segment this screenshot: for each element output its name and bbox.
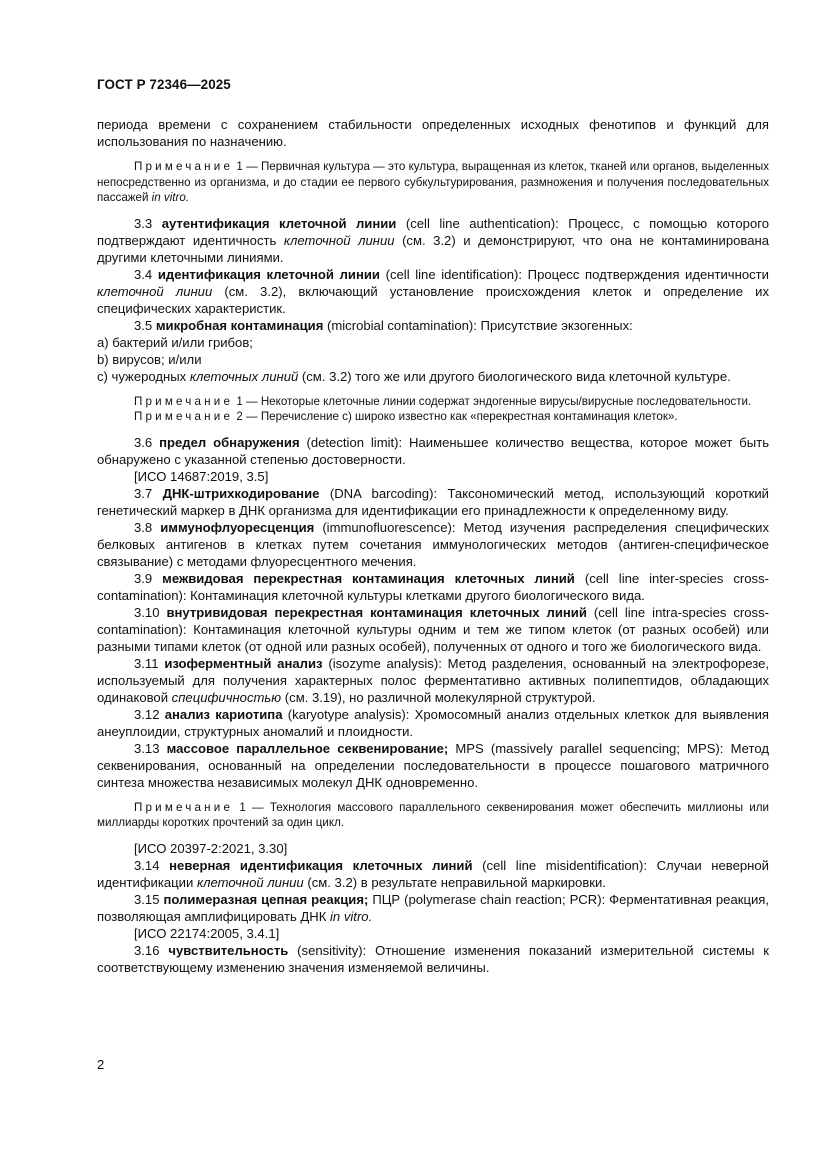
definition-3-13: 3.13 массовое параллельное секвенирование; MPS (massively parallel sequencing; MPS): Метод секвенирования, основанный на определении последовательности в процессе пошагового матричного синтеза множества независимых молекул ДНК одновременно.: [97, 740, 769, 790]
page-number: 2: [97, 1057, 105, 1072]
list-item-b: b) вирусов; и/или: [97, 351, 202, 367]
definition-3-11: 3.11 изоферментный анализ (isozyme analysis): Метод разделения, основанный на электрофорезе, используемый для получения характерных полос ферментативно активных полипептидов, обладающих одинаковой специфичностью (см. 3.19), но различной молекулярной структурой.: [97, 655, 770, 705]
note-3-5-1: Примечание 1 — Некоторые клеточные линии содержат эндогенные вирусы/вирусные последовательности.: [134, 394, 752, 408]
definition-3-4: 3.4 идентификация клеточной линии (cell line identification): Процесс подтверждения идентичности клеточной линии (см. 3.2), включающий установление происхождения клеток и определение их специфических характеристик.: [97, 266, 770, 316]
note-3-5-2: Примечание 2 — Перечисление c) широко известно как «перекрестная контаминация клеток».: [134, 410, 678, 423]
definition-3-8: 3.8 иммунофлуоресценция (immunofluorescence): Метод изучения распределения специфических белковых антигенов в клетках путем сочетания иммунологических методов (антиген-специфическое связывание) с методами флуоресцентного мечения.: [97, 519, 770, 569]
note-primary-culture: Примечание 1 — Первичная культура — это культура, выращенная из клеток, тканей или органов, выделенных непосредственно из организма, и до стадии ее первого субкультурирования, размножения и получения последовательных пассажей in vitro.: [97, 160, 769, 204]
reference-3-13: [ИСО 20397-2:2021, 3.30]: [134, 840, 288, 856]
reference-3-15: [ИСО 22174:2005, 3.4.1]: [134, 925, 280, 941]
definition-3-6: 3.6 предел обнаружения (detection limit): Наименьшее количество вещества, которое может быть обнаружено с указанной степенью достоверности.: [97, 434, 770, 467]
definition-3-5: 3.5 микробная контаминация (microbial contamination): Присутствие экзогенных:: [134, 317, 633, 333]
definition-3-3: 3.3 аутентификация клеточной линии (cell line authentication): Процесс, с помощью которого подтверждают идентичность клеточной линии (см. 3.2) и демонстрируют, что она не контаминирована другими клеточными линиями.: [97, 215, 770, 265]
definition-3-7: 3.7 ДНК-штрихкодирование (DNA barcoding): Таксономический метод, использующий короткий генетический маркер в ДНК организма для идентификации его принадлежности к определенному виду.: [97, 485, 769, 518]
definition-3-15: 3.15 полимеразная цепная реакция; ПЦР (polymerase chain reaction; PCR): Ферментативная реакция, позволяющая амплифицировать ДНК in vitro.: [97, 891, 770, 924]
definition-3-14: 3.14 неверная идентификация клеточных линий (cell line misidentification): Случаи неверной идентификации клеточной линии (см. 3.2) в результате неправильной маркировки.: [97, 857, 769, 890]
document-page: [97, 77, 769, 976]
list-item-a: a) бактерий и/или грибов;: [97, 334, 253, 350]
definition-3-9: 3.9 межвидовая перекрестная контаминация клеточных линий (cell line inter-species cross-contamination): Контаминация клеточной культуры клетками другого биологического вида.: [97, 570, 769, 603]
definition-3-16: 3.16 чувствительность (sensitivity): Отношение изменения показаний измерительной системы к соответствующему изменению значения изменяемой величины.: [97, 942, 769, 975]
definition-3-10: 3.10 внутривидовая перекрестная контаминация клеточных линий (cell line intra-species cross-contamination): Контаминация клеточной культуры одним и тем же типом клеток (от разных особей) или разными типами клеток (от одной или разных особей), полученных от одного и того же биологического вида.: [97, 604, 769, 654]
intro-paragraph: периода времени с сохранением стабильности определенных исходных фенотипов и функций для использования по назначению.: [97, 117, 769, 149]
note-3-13-1: Примечание 1 — Технология массового параллельного секвенирования может обеспечить миллионы или миллиарды коротких прочтений за один цикл.: [97, 800, 769, 829]
definition-3-12: 3.12 анализ кариотипа (karyotype analysis): Хромосомный анализ отдельных клеткок для выявления анеуплоидии, структурных аномалий и плоидности.: [97, 706, 770, 739]
reference-3-6: [ИСО 14687:2019, 3.5]: [134, 468, 269, 484]
list-item-c: c) чужеродных клеточных линий (см. 3.2) того же или другого биологического вида клеточной культуре.: [97, 368, 731, 384]
document-header: ГОСТ Р 72346—2025: [97, 77, 231, 92]
